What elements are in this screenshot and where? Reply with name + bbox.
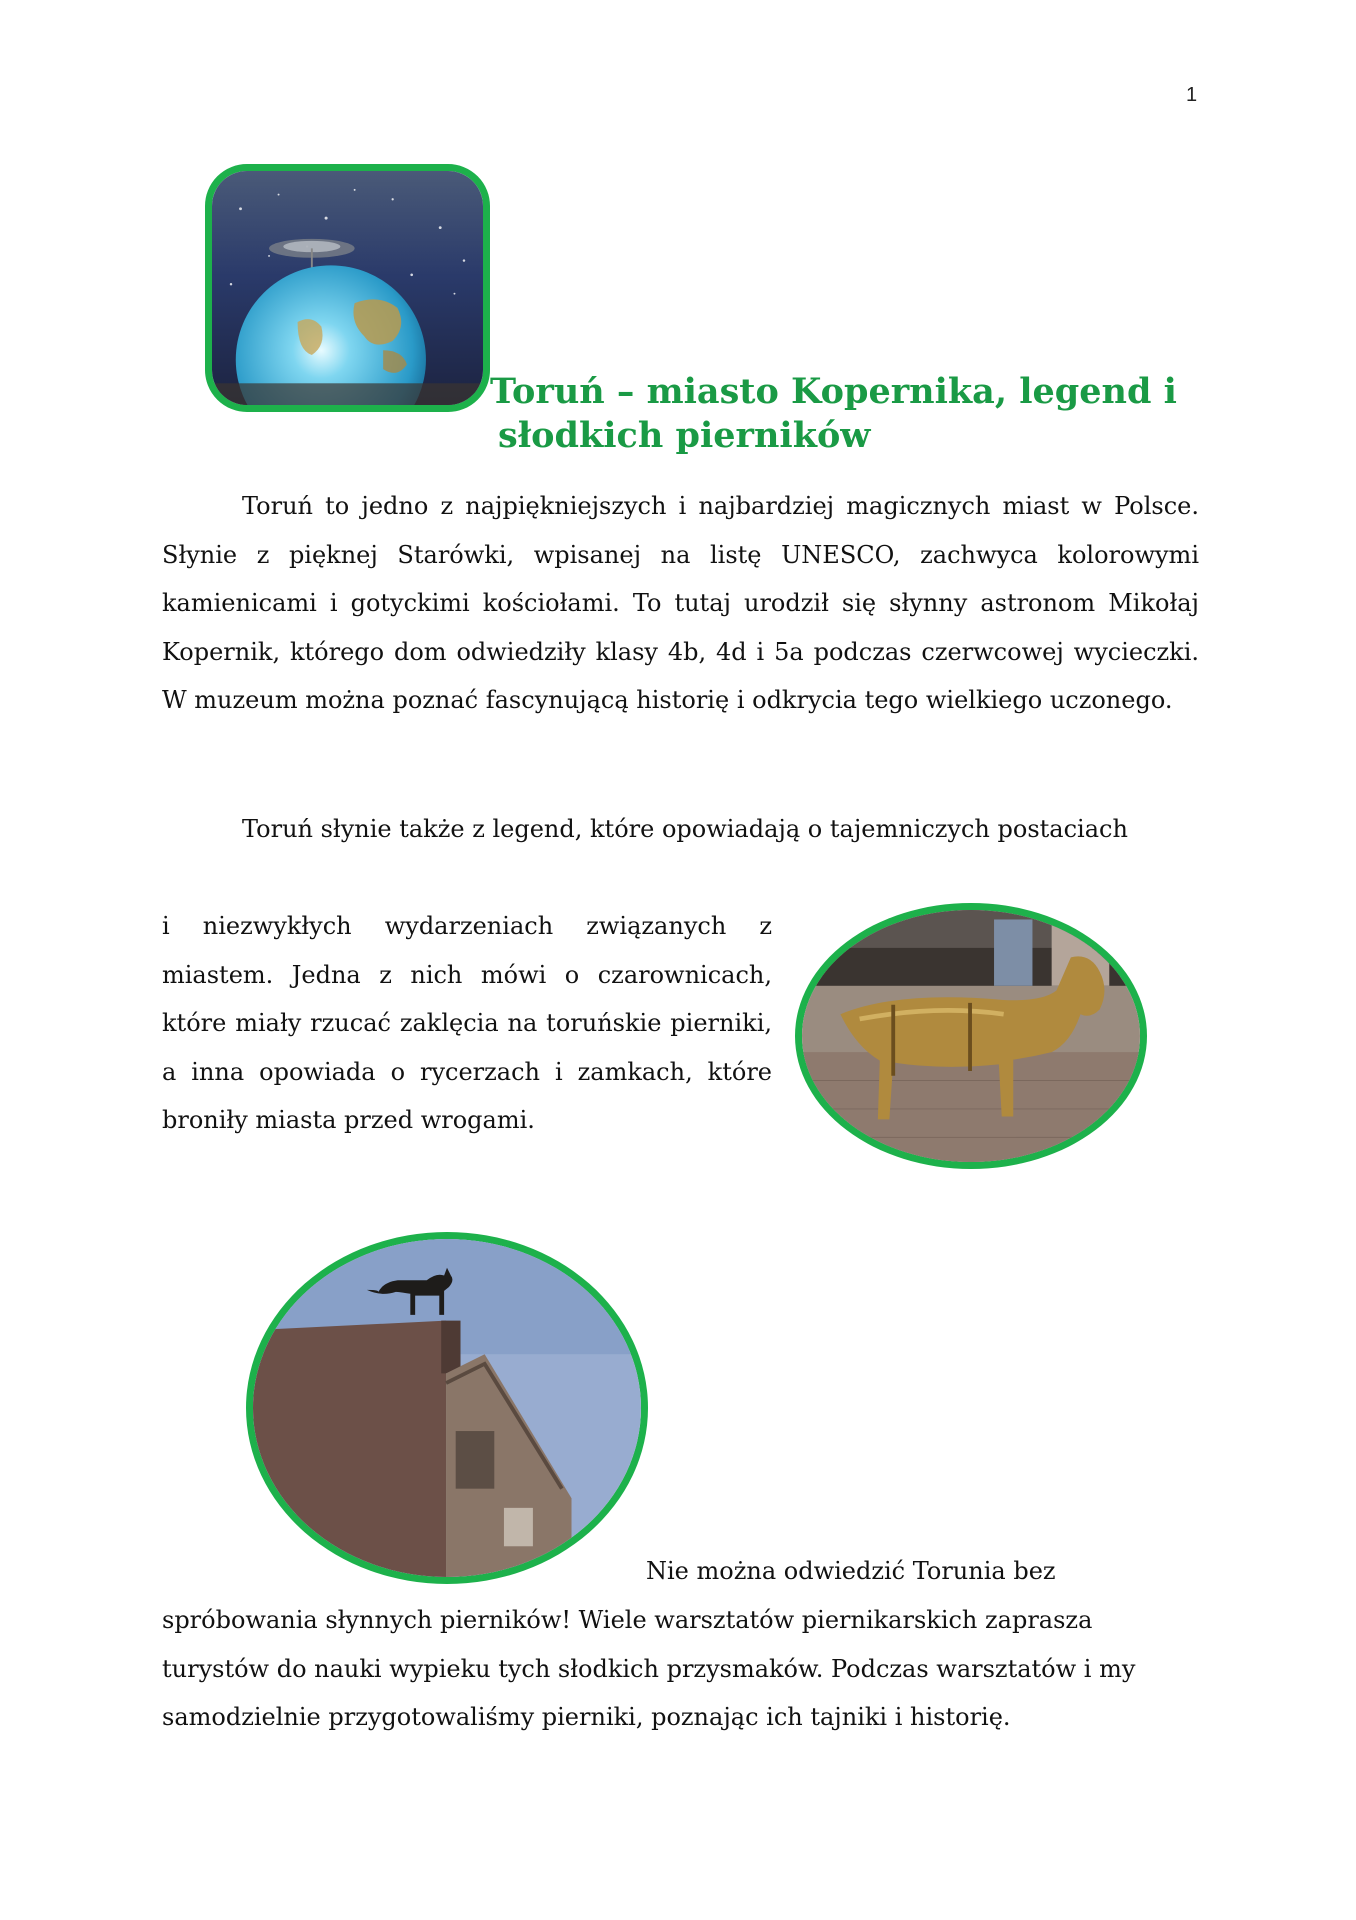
donkey-statue-photo <box>795 903 1147 1169</box>
paragraph-legends-continued: i niezwykłych wydarzeniach związanych z miastem. Jedna z nich mówi o czarownicach, które miały rzucać zaklęcia na toruńskie pierniki, a inna opowiada o rycerzach i zamkach, które broniły miasta przed wrogami. <box>162 912 772 1134</box>
paragraph-gingerbread-continued: spróbowania słynnych pierników! Wiele warsztatów piernikarskich zaprasza turystów do nauki wypieku tych słodkich przysmaków. Podczas warsztatów i my samodzielnie przygotowaliśmy pierniki, poznając ich tajniki i historię. <box>162 1606 1136 1731</box>
paragraph-intro: Toruń to jedno z najpiękniejszych i najbardziej magicznych miast w Polsce. Słynie z pięknej Starówki, wpisanej na listę UNESCO, zachwyca kolorowymi kamienicami i gotyckimi kościołami. To tutaj urodził się słynny astronom Mikołaj Kopernik, którego dom odwiedziły klasy 4b, 4d i 5a podczas czerwcowej wycieczki. W muzeum można poznać fascynującą historię i odkrycia tego wielkiego uczonego. <box>162 492 1199 714</box>
title-line-1: Toruń – miasto Kopernika, legend i <box>490 371 1177 412</box>
article-title <box>490 370 1210 458</box>
page-number: 1 <box>1186 84 1198 106</box>
cat-statue-photo <box>246 1232 648 1584</box>
globe-photo <box>205 164 490 412</box>
title-line-2: słodkich pierników <box>498 415 871 456</box>
paragraph-legends-start: Toruń słynie także z legend, które opowiadają o tajemniczych postaciach <box>242 815 1128 843</box>
paragraph-gingerbread-start: Nie można odwiedzić Torunia bez <box>646 1557 1056 1585</box>
